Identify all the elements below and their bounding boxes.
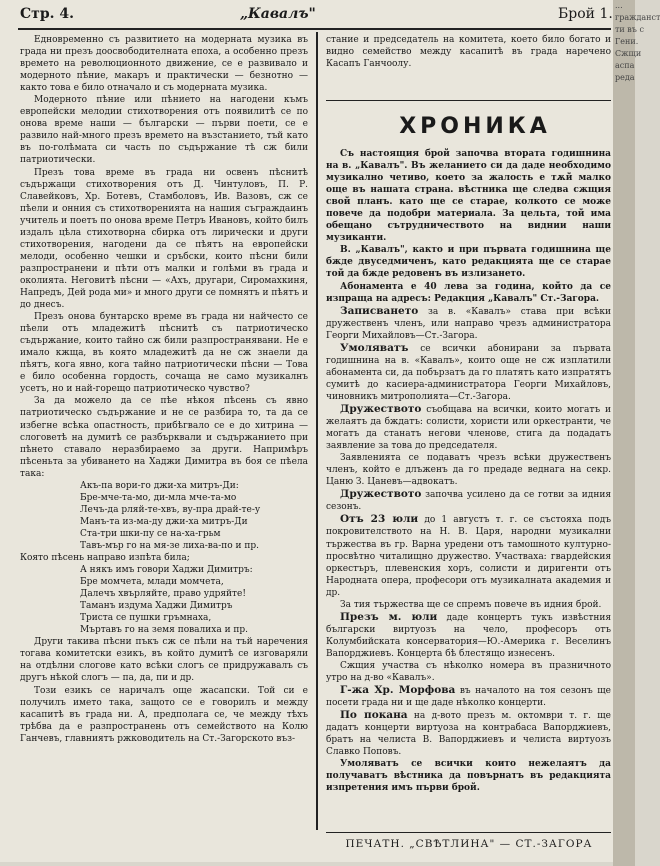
paragraph: Абонамента е 40 лева за година, който да се изпраща на адресъ: Редакция „Кавалъ" Ст.-Загора. — [326, 281, 611, 304]
chronicle-item — [326, 599, 611, 611]
right-column-chronicle — [326, 148, 611, 794]
chronicle-item-text: въ началото на тоя сезонъ ще посети града ни и ще даде нѣколко концерти. — [326, 686, 611, 709]
chronicle-items — [326, 305, 611, 759]
chronicle-item-lead: Презъ м. юли — [340, 610, 438, 623]
chronicle-item — [326, 684, 611, 709]
chronicle-item-text: на д-вото презъ м. октомври т. г. ще дадатъ концерти виртуоза на контрабаса Вапорджиевъ, братъ на челиста В. Вапорджиевъ и челиста виртуозъ Славко Поповъ. — [326, 711, 611, 758]
verse-line: Таманъ издума Хаджи Димитръ — [80, 601, 233, 612]
plain-song-verse — [20, 564, 308, 636]
verse-line: Тавъ-мър го на мя-зе лиха-ва-по и пр. — [80, 540, 260, 551]
verse-line: Акъ-па вори-го джи-ха митръ-Ди: — [80, 480, 239, 491]
left-column — [20, 34, 308, 745]
paragraph: Съ настоящия брой започва втората годишнина на в. „Кавалъ". Въ желанието си да даде необходимо музикално четиво, което за жалость е тѫй малко още въ нашата страна. вѣстника ще следва сжщия свой планъ. като ще се старае, колкото се може повече да подобри материала. За цельта, той има обещано сътрудничеството на виднии наши музиканти. — [326, 149, 611, 244]
edge-fragment: ти въ с — [615, 25, 644, 34]
chronicle-item — [326, 342, 611, 403]
paragraph: За да можело да се пѣе нѣкоя пѣсень съ явно патриотическо съдържание и не се разбира то, та да се избегне всѣка опастность, прибѣгвало се е до хитрина — слоговетѣ на думитѣ се разбърквали и съдържанието при пѣнето ставало неразбираемо за други. Напримѣръ пѣсеньта за убиването на Хаджи Димитра въ боя се пѣела така: — [20, 396, 308, 479]
verse-line: Лечъ-да рляй-те-хвъ, ву-пра драй-те-у — [80, 504, 261, 515]
verse-line: А някъ имъ говори Хаджи Димитръ: — [80, 565, 253, 576]
verse-line: Бре-мче-та-мо, ди-мла мче-та-мо — [80, 492, 237, 503]
adjacent-page-edge — [613, 0, 660, 866]
newspaper-title: „Кавалъ" — [240, 6, 316, 22]
paragraph: Едновременно съ развитието на модерната музика въ града ни презъ доосвободителната епоха, а особенно презъ времето на революционното движение, се е развивало и модерното пѣние, макаръ и практически — безнотно — както това е било отначало и съ модерната музика. — [20, 35, 308, 94]
paragraph: стание и председатель на комитета, което било богато и видно семейство между касапитѣ въ града наречено Касапъ Ганчоолу. — [326, 35, 611, 70]
chronicle-item-lead: Дружеството — [340, 402, 422, 415]
header-rule — [18, 28, 611, 30]
chronicle-item-text: започва усилено да се готви за идния сезонъ. — [326, 490, 611, 513]
chronicle-item — [326, 513, 611, 598]
verse-line: Мъртавъ го на земя повалиха и пр. — [80, 625, 249, 636]
edge-fragment: ... — [615, 1, 623, 10]
chronicle-item-lead: По покана — [340, 709, 408, 722]
paragraph: Други такива пѣсни пъкъ сж се пѣли на тъй наречения тогава комитетски езикъ, въ който думитѣ се изговаряли на отдѣлни слогове като всѣки слогъ се придружавалъ съ другъ нѣкой слогъ — па, да, пи и др. — [20, 637, 308, 684]
edge-fragment: аспа — [615, 61, 635, 70]
chronicle-item-lead: Дружеството — [340, 488, 422, 501]
paragraph: Умоляватъ се всички които нежелаятъ да получаватъ вѣстника да повърнатъ въ редакцията изпретения имъ първи брой. — [326, 759, 611, 794]
chronicle-item — [326, 709, 611, 758]
paragraph: Модерното пѣние или пѣнието на нагодени къмъ европейски мелодии стихотворения отъ появилитѣ се по онова време наши — български — първи поети, се е развило най-много презъ времето на възстанието, тъй като въ по-голѣмата си часть по съдържание тѣ сж били патриотически. — [20, 95, 308, 166]
verse-line: Триста се пушки гръмнаха, — [80, 613, 212, 624]
verse-line: Манъ-та из-ма-ду джи-ха митръ-Ди — [80, 516, 248, 527]
chronicle-item — [326, 403, 611, 452]
chronicle-item-text: до 1 августъ т. г. се състояха подъ покровителството на Н. В. Царя, народни музикални тържества въ гр. Варна уредени отъ тамошното културно-просвѣтно читалищно дружество. Участваха: гвардейския оркестъръ, плевенския хоръ, солисти и диригенти отъ Народната опера, професори отъ музикалната академия и др. — [326, 515, 611, 598]
edge-fragment: реда — [615, 73, 635, 82]
chronicle-item-lead: Умоляватъ — [340, 341, 409, 354]
column-divider — [316, 32, 318, 830]
verse-line: Далечъ хвърляйте, право удряйте! — [80, 589, 246, 600]
footer-rule — [326, 832, 611, 833]
chronicle-item — [326, 660, 611, 684]
printer-imprint: ПЕЧАТН. „СВѢТЛИНА" — СТ.-ЗАГОРА — [345, 838, 593, 850]
chronicle-item — [326, 611, 611, 660]
page-number: Стр. 4. — [20, 6, 74, 22]
verse-line: Бре момчета, млади момчета, — [80, 577, 224, 588]
chronicle-item-text: за в. «Кавалъ» става при всѣки дружественъ членъ, или направо чрезъ администратора Георги Михайловъ—Ст.-Загора. — [326, 306, 611, 341]
chronicle-item-text: се всички абонирани за първата годишнина на в. «Кавалъ», които още не сж изплатили абонамента си, да побързатъ да го платятъ като изпратятъ сумитѣ до касиера-администратора Георги Михайловъ, чиновникъ митрополията—Ст.-Загора. — [326, 343, 611, 402]
paragraph: Този езикъ се наричалъ още жасапски. Той си е получилъ името така, защото се е говорилъ и между касапитѣ въ града ни. А, предполага се, че между тѣхъ трѣбва да е разпространень отъ семейството на Колю Ганчевъ, главниятъ ржководитель на Ст.-Загорското въз- — [20, 685, 308, 744]
chronicle-heading: ХРОНИКА — [399, 114, 551, 139]
edge-fragment: Сжщи — [615, 49, 642, 58]
edge-fragment: Гени. — [615, 37, 639, 46]
chronicle-item-text: Заявленията се подаватъ чрезъ всѣки дружественъ членъ, който е длъженъ да го предаде веднага на секр. Цаню З. Цаневъ—адвокатъ. — [326, 453, 611, 488]
paragraph: Презъ това време въ града ни освенъ пѣснитѣ съдържащи стихотворения отъ Д. Чинтуловъ, П. Р. Славейковъ, Хр. Ботевъ, Стамболовъ, Ив. Вазовъ, сж се пѣели и онния съ стихотворенията на нашия съграждаинъ учитель и поетъ по онова време Петръ Ивановъ, който билъ издалъ цѣла стихотворна сбирка отъ лирически и други стихотворения, нагодени да се пѣятъ на европейски мелоди, особенно чешки и сръбски, които пѣсни били разпространени и пѣти отъ малки и голѣми въ града и околията. Неговитѣ пѣсни — «Ахъ, другари, Сиромахкиня, Напредъ, Дей рода ми» и много други се помнятъ и пѣятъ и до днесъ. — [20, 167, 308, 311]
chronicle-top-rule — [326, 100, 611, 101]
chronicle-item-text: За тия тържества ще се спремъ повече въ идния брой. — [340, 599, 602, 610]
right-column-top — [326, 34, 611, 70]
chronicle-item — [326, 305, 611, 342]
chronicle-item-lead: Г-жа Хр. Морфова — [340, 684, 456, 697]
chronicle-item-text: Сжщия участва съ нѣколко номера въ празничното утро на д-во «Кавалъ». — [326, 660, 611, 684]
paragraph: Която пѣсень направо изпѣта била; — [20, 553, 190, 564]
scrambled-song-verse — [20, 480, 308, 552]
chronicle-item — [326, 452, 611, 488]
paragraph: В. „Кавалъ", както и при първата годишнина ще бжде двуседмиченъ, като редакцията ще се старае той да бжде редовенъ въ излизането. — [326, 245, 611, 280]
verse-line: Ста-три шки-пу се на-ха-грьм — [80, 528, 221, 539]
chronicle-item — [326, 488, 611, 513]
chronicle-item-lead: Отъ 23 юли — [340, 513, 419, 526]
chronicle-item-text: даде концертъ тукъ извѣстния български виртуозъ на чело, професоръ отъ Колумбийската консерватория—Ю.-Америка г. Веселинъ Вапорджиевъ. Концерта бѣ блестящо изнесенъ. — [326, 612, 611, 659]
chronicle-item-lead: Записването — [340, 304, 419, 317]
paragraph: Презъ онова бунтарско време въ града ни найчесто се пѣели отъ младежитѣ пѣснитѣ съ патриотическо съдържание, които тайно сж били разпространявани. Не е имало кжща, въ която младежитѣ да не сж знаели да пѣятъ, кога явно, кога тайно патриотически пѣсни — Това е било особенна гордость, сочаща не само музикалнъ усетъ, но и най-горещо патриотическо чувство? — [20, 312, 308, 395]
chronicle-item-text: съобщава на всички, които могатъ и желаятъ да бждатъ: солисти, хористи или оркестранти, че могатъ да станатъ негови членове, стига да подадатъ заявление за това до председателя. — [326, 404, 611, 452]
issue-number: Брой 1. — [558, 6, 613, 22]
edge-fragment: гражданст — [615, 13, 660, 22]
